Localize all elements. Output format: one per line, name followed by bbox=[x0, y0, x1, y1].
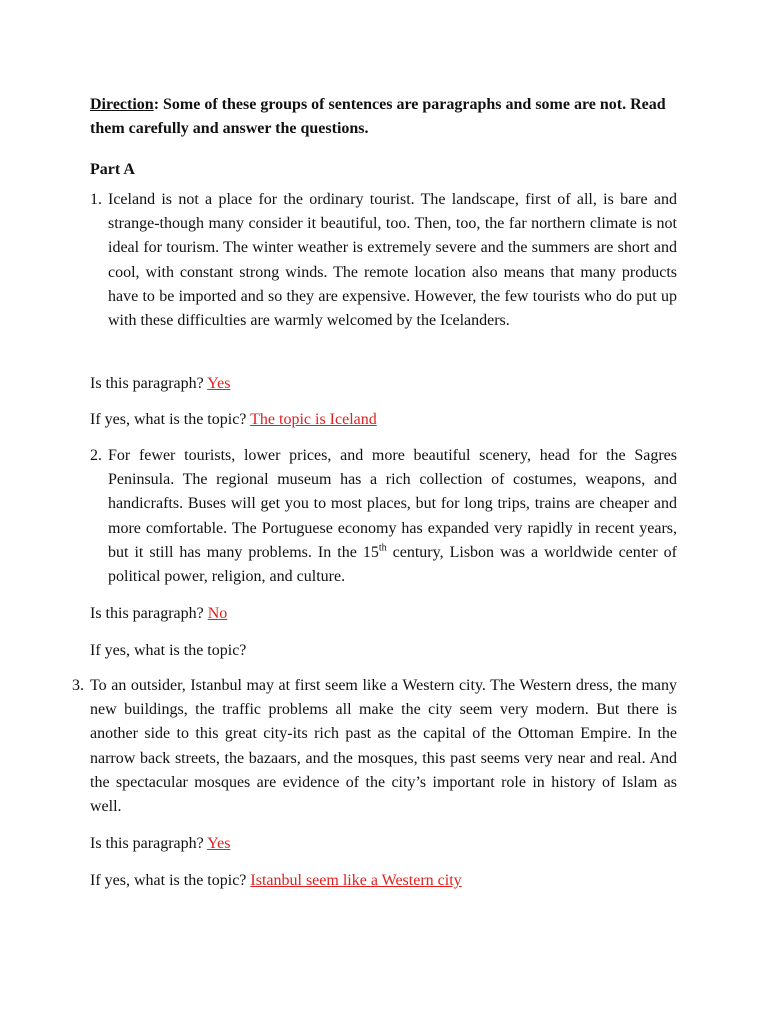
topic-answer-3: Istanbul seem like a Western city bbox=[250, 872, 462, 889]
directions bbox=[90, 93, 680, 141]
passage-3 bbox=[72, 674, 677, 819]
question-topic-1 bbox=[90, 408, 377, 432]
question-text: If yes, what is the topic? bbox=[90, 872, 247, 889]
superscript: th bbox=[378, 542, 387, 554]
question-is-paragraph-3 bbox=[90, 832, 230, 856]
question-text: Is this paragraph? bbox=[90, 605, 204, 622]
question-topic-2 bbox=[90, 639, 246, 663]
question-text: If yes, what is the topic? bbox=[90, 411, 247, 428]
question-text: Is this paragraph? bbox=[90, 375, 204, 392]
passage-number: 1. bbox=[90, 191, 102, 208]
passage-text: Iceland is not a place for the ordinary tourist. The landscape, first of all, is bare and strange-though many consider it beautiful, too. Then, too, the far northern climate is not ideal for tourism. The winter weather is extremely severe and the summers are short and cool, with constant strong winds. The remote location also means that many products have to be imported and so they are expensive. However, the few tourists who do put up with these difficulties are warmly welcomed by the Icelanders. bbox=[108, 191, 677, 330]
question-text: If yes, what is the topic? bbox=[90, 642, 247, 659]
part-heading: Part A bbox=[90, 161, 135, 178]
passage-1 bbox=[90, 188, 677, 333]
passage-text-cont: century, Lisbon was a worldwide center of political power, religion, and culture. bbox=[108, 543, 678, 586]
passage-number: 3. bbox=[72, 677, 84, 694]
passage-text: To an outsider, Istanbul may at first seem like a Western city. The Western dress, the many new buildings, the traffic problems all make the city seem very modern. But there is another side to this great city-its rich past as the capital of the Ottoman Empire. In the narrow back streets, the bazaars, and the mosques, this past seems very near and real. And the spectacular mosques are evidence of the city’s important role in history of Islam as well. bbox=[90, 677, 677, 816]
direction-label: Direction bbox=[90, 96, 154, 113]
passage-number: 2. bbox=[90, 447, 102, 464]
direction-text: : Some of these groups of sentences are paragraphs and some are not. Read them carefully and answer the questions. bbox=[90, 96, 666, 137]
passage-text: For fewer tourists, lower prices, and more beautiful scenery, head for the Sagres Peninsula. The regional museum has a rich collection of costumes, weapons, and handicrafts. Buses will get you to most places, but for long trips, trains are cheaper and more comfortable. The Portuguese economy has expanded very rapidly in recent years, but it still has many problems. In the 15 bbox=[108, 447, 677, 561]
topic-answer-1: The topic is Iceland bbox=[250, 411, 377, 428]
answer-3: Yes bbox=[207, 835, 231, 852]
answer-1: Yes bbox=[207, 375, 231, 392]
question-text: Is this paragraph? bbox=[90, 835, 204, 852]
question-topic-3 bbox=[90, 869, 462, 893]
question-is-paragraph-1 bbox=[90, 372, 230, 396]
question-is-paragraph-2 bbox=[90, 602, 227, 626]
answer-2: No bbox=[207, 605, 228, 622]
passage-2 bbox=[90, 444, 678, 589]
